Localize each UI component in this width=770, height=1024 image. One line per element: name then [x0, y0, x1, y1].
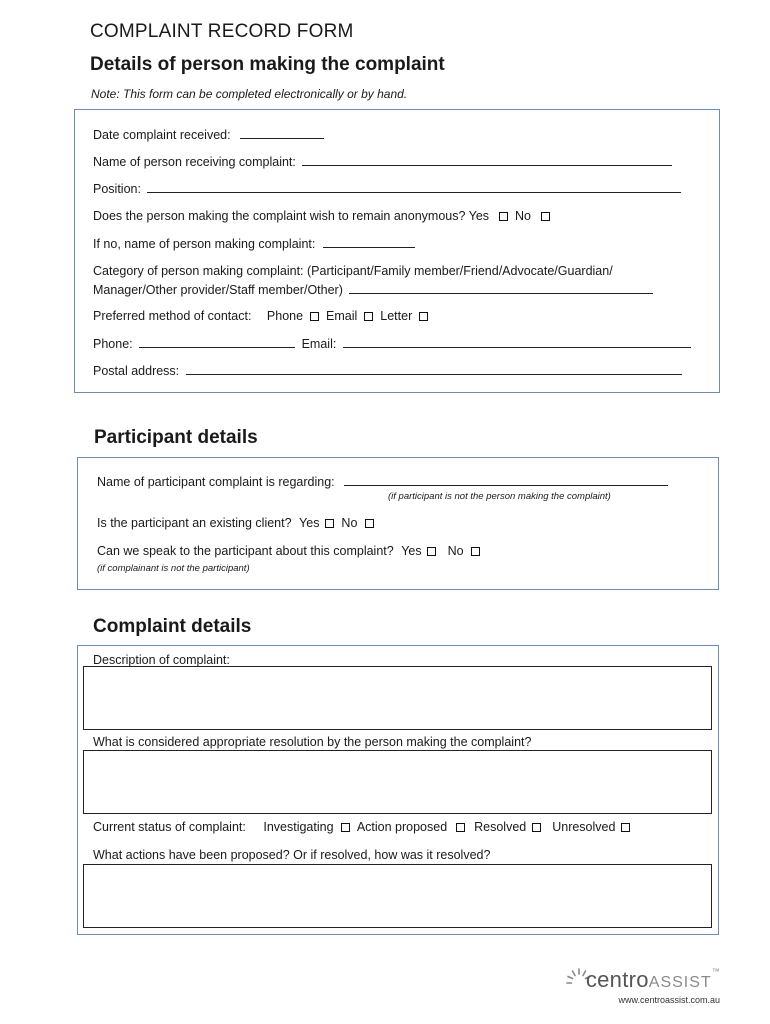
category-line-2: Manager/Other provider/Staff member/Other): [93, 283, 343, 297]
phone-field[interactable]: [139, 336, 295, 348]
status-investigating-label: Investigating: [263, 820, 334, 834]
existing-client-yes-label: Yes: [299, 516, 320, 530]
status-label: Current status of complaint:: [93, 820, 246, 834]
participant-name-label: Name of participant complaint is regarding:: [97, 475, 335, 489]
date-received-label: Date complaint received:: [93, 128, 231, 142]
existing-client-no-checkbox[interactable]: [365, 519, 374, 528]
status-resolved-checkbox[interactable]: [532, 823, 541, 832]
category-line-2-row: [93, 282, 653, 297]
receiver-name-row: [93, 154, 672, 169]
existing-client-no-label: No: [341, 516, 358, 530]
status-resolved-label: Resolved: [474, 820, 527, 834]
contact-letter-label: Letter: [380, 309, 413, 323]
description-textarea[interactable]: [83, 666, 712, 730]
contact-email-checkbox[interactable]: [364, 312, 373, 321]
can-speak-row: [97, 544, 484, 558]
postal-label: Postal address:: [93, 364, 180, 378]
section-heading-participant: Participant details: [94, 427, 258, 448]
participant-name-note: (if participant is not the person making the complaint): [388, 491, 611, 502]
existing-client-yes-checkbox[interactable]: [325, 519, 334, 528]
form-note: Note: This form can be completed electronically or by hand.: [91, 87, 408, 101]
logo-centro: centro: [585, 967, 649, 992]
date-received-field[interactable]: [240, 127, 324, 139]
logo-tm: ™: [711, 967, 720, 976]
contact-phone-checkbox[interactable]: [310, 312, 319, 321]
existing-client-question: Is the participant an existing client?: [97, 516, 292, 530]
resolution-textarea[interactable]: [83, 750, 712, 814]
contact-phone-label: Phone: [266, 309, 304, 323]
can-speak-no-label: No: [447, 544, 464, 558]
if-no-name-row: [93, 236, 415, 251]
phone-label: Phone:: [93, 337, 133, 351]
receiver-name-label: Name of person receiving complaint:: [93, 155, 296, 169]
anonymous-no-label: No: [515, 209, 532, 223]
category-field[interactable]: [349, 282, 653, 294]
can-speak-question: Can we speak to the participant about this complaint?: [97, 544, 394, 558]
if-no-name-field[interactable]: [323, 236, 415, 248]
phone-email-row: [93, 336, 691, 351]
existing-client-row: [97, 516, 378, 530]
anonymous-row: [93, 209, 554, 223]
participant-name-field[interactable]: [344, 474, 668, 486]
email-label: Email:: [301, 337, 337, 351]
centroassist-logo: [566, 967, 720, 1005]
section-heading-complainant: Details of person making the complaint: [90, 54, 445, 75]
postal-row: [93, 363, 682, 378]
can-speak-no-checkbox[interactable]: [471, 547, 480, 556]
logo-assist: ASSIST: [648, 974, 712, 991]
receiver-name-field[interactable]: [302, 154, 672, 166]
status-row: [93, 820, 634, 834]
contact-letter-checkbox[interactable]: [419, 312, 428, 321]
can-speak-yes-checkbox[interactable]: [427, 547, 436, 556]
position-field[interactable]: [147, 181, 681, 193]
position-row: [93, 181, 681, 196]
contact-method-row: [93, 309, 432, 323]
can-speak-yes-label: Yes: [401, 544, 422, 558]
actions-textarea[interactable]: [83, 864, 712, 928]
status-action-label: Action proposed: [356, 820, 448, 834]
form-title: COMPLAINT RECORD FORM: [90, 21, 354, 42]
email-field[interactable]: [343, 336, 691, 348]
anonymous-yes-checkbox[interactable]: [499, 212, 508, 221]
status-action-checkbox[interactable]: [456, 823, 465, 832]
status-unresolved-label: Unresolved: [552, 820, 616, 834]
contact-method-label: Preferred method of contact:: [93, 309, 252, 323]
actions-label: What actions have been proposed? Or if resolved, how was it resolved?: [93, 848, 491, 862]
anonymous-question: Does the person making the complaint wish to remain anonymous? Yes: [93, 209, 490, 223]
section-heading-complaint: Complaint details: [93, 616, 252, 637]
website-url: www.centroassist.com.au: [618, 995, 720, 1005]
description-label: Description of complaint:: [93, 653, 230, 667]
position-label: Position:: [93, 182, 141, 196]
can-speak-note: (if complainant is not the participant): [97, 563, 250, 574]
date-received-row: [93, 127, 324, 142]
anonymous-no-checkbox[interactable]: [541, 212, 550, 221]
status-unresolved-checkbox[interactable]: [621, 823, 630, 832]
contact-email-label: Email: [326, 309, 358, 323]
participant-name-row: [97, 474, 668, 489]
if-no-name-label: If no, name of person making complaint:: [93, 237, 316, 251]
postal-field[interactable]: [186, 363, 682, 375]
status-investigating-checkbox[interactable]: [341, 823, 350, 832]
category-line-1: Category of person making complaint: (Participant/Family member/Friend/Advocate/Guardian/: [93, 264, 613, 278]
resolution-label: What is considered appropriate resolution by the person making the complaint?: [93, 735, 532, 749]
